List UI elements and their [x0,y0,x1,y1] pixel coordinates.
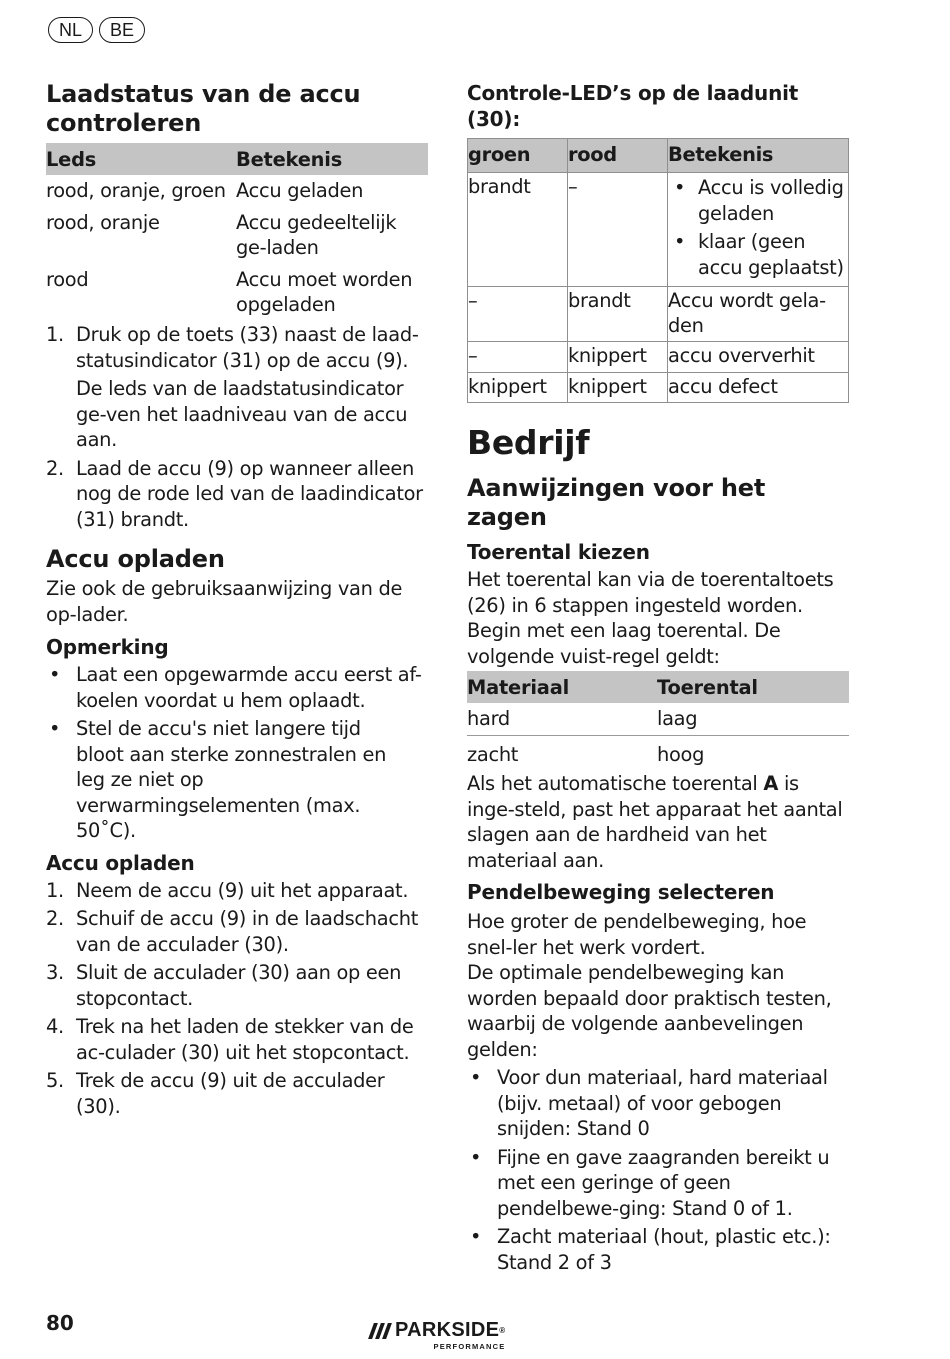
table-cell: hoog [657,743,705,766]
auto-speed-label: A [763,772,779,795]
table-header-speed: Toerental [657,671,849,703]
charger-led-table [467,138,849,403]
auto-speed-text: Als het automatische toerental A is inge-steld, past het apparaat het aantal slagen aan de hardheid van het materiaal aan. [467,772,843,872]
brand-logo [371,1320,505,1351]
step-text: Laad de accu (9) op wanneer alleen nog de rode led van de laadindicator (31) brandt. [76,456,423,531]
pendulum-text-1: Hoe groter de pendelbeweging, hoe snel-ler het werk vordert. [467,910,807,959]
step-text: Neem de accu (9) uit het apparaat. [76,878,409,902]
table-row [46,207,428,264]
table-cell: – [468,287,568,342]
table-cell [668,173,849,287]
page-number: 80 [46,1311,74,1335]
table-cell: hard [467,703,657,736]
bullet-text: Accu is volledig geladen [698,176,844,225]
meaning-bullets [668,175,848,280]
list-item: • Zacht materiaal (hout, plastic etc.): Stand 2 of 3 [467,1224,849,1275]
list-item: • klaar (geen accu geplaatst) [668,229,848,280]
table-header-leds: Leds [46,143,236,175]
table-row [46,175,428,207]
table-cell: Accu moet worden opgeladen [236,268,413,316]
table-row [468,342,849,373]
pendulum-title: Pendelbeweging selecteren [467,880,775,904]
main-title-operation: Bedrijf [467,423,590,462]
table-cell: knippert [568,372,668,403]
table-cell: brandt [468,173,568,287]
material-speed-table [467,671,849,771]
table-header-meaning: Betekenis [236,143,428,175]
list-item [46,878,428,904]
bullet-text: Laat een opgewarmde accu eerst af-koelen voordat u hem oplaadt. [76,663,422,712]
table-row [46,264,428,321]
step-text: Schuif de accu (9) in de laadschacht van de acculader (30). [76,907,419,956]
table-header-material: Materiaal [467,671,657,703]
left-column [46,80,428,1119]
speed-title: Toerental kiezen [467,540,650,564]
list-item [46,960,428,1011]
bullet-text: klaar (geen accu geplaatst) [698,230,844,279]
language-badge-be: BE [99,17,145,43]
step-text: Trek na het laden de stekker van de ac-culader (30) uit het stopcontact. [76,1015,414,1064]
table-cell: rood, oranje [46,211,160,234]
charge-status-steps [46,322,428,532]
section-title-sawing: Aanwijzingen voor het zagen [467,474,766,531]
table-cell: rood [46,268,89,291]
table-row [468,287,849,342]
table-cell: rood, oranje, groen [46,179,226,202]
step-number: 2. [46,456,64,480]
table-cell: Accu geladen [236,179,364,202]
language-badges [48,17,145,43]
list-item: • Voor dun materiaal, hard materiaal (bijv. metaal) of voor gebogen snijden: Stand 0 [467,1065,849,1142]
table-row [468,372,849,403]
table-row [467,736,849,772]
step-number: 1. [46,323,64,346]
step-number: 1. [46,878,64,902]
table-cell: Accu gedeeltelijk ge-laden [236,211,397,259]
table-cell: brandt [568,287,668,342]
led-table-title: Controle-LED’s op de laadunit (30): [467,81,799,131]
table-header-red: rood [568,139,668,173]
table-cell: knippert [568,342,668,373]
list-item: • Accu is volledig geladen [668,175,848,226]
table-cell: – [468,342,568,373]
bullet-text: Fijne en gave zaagranden bereikt u met een geringe of geen pendelbewe-ging: Stand 0 of 1. [497,1145,830,1220]
step-text: Sluit de acculader (30) aan op een stopcontact. [76,961,402,1010]
table-header-green: groen [468,139,568,173]
step-number: 2. [46,907,64,930]
table-cell: Accu wordt gela-den [668,287,849,342]
list-item: • Stel de accu's niet langere tijd bloot aan sterke zonnestralen en leg ze niet op verwarmingselementen (max. 50˚C). [46,716,428,844]
table-cell: zacht [467,743,519,766]
charging-steps [46,878,428,1120]
step-text: Trek de accu (9) uit de acculader (30). [76,1069,385,1118]
speed-text: Het toerental kan via de toerentaltoets (26) in 6 stappen ingesteld worden. Begin met een laag toerental. De volgende vuist-regel geldt: [467,568,834,668]
table-cell: accu oververhit [668,342,849,373]
list-item [46,1014,428,1065]
note-title: Opmerking [46,635,169,659]
subsection-title-charging: Accu opladen [46,850,195,875]
charging-intro: Zie ook de gebruiksaanwijzing van de op-lader. [46,577,403,626]
step-number: 4. [46,1015,64,1038]
bullet-text: Stel de accu's niet langere tijd bloot aan sterke zonnestralen en leg ze niet op verwarmingselementen (max. 50˚C). [76,717,387,842]
list-item [46,906,428,957]
step-number: 3. [46,961,64,984]
list-item [46,1068,428,1119]
table-header-meaning: Betekenis [668,139,849,173]
bullet-text: Voor dun materiaal, hard materiaal (bijv. metaal) of voor gebogen snijden: Stand 0 [497,1066,828,1140]
registered-mark: ® [499,1326,506,1335]
right-column [467,80,849,1275]
section-title-charging: Accu opladen [46,545,225,573]
bullet-text: Zacht materiaal (hout, plastic etc.): Stand 2 of 3 [497,1225,831,1274]
step-number: 5. [46,1069,64,1092]
pendulum-bullets [467,1065,849,1275]
logo-wordmark: PARKSIDE [395,1319,500,1341]
step-extra-text: De leds van de laadstatusindicator ge-ven het laadniveau van de accu aan. [76,377,408,451]
table-cell: knippert [468,372,568,403]
logo-stripes-icon [371,1323,389,1339]
table-row [467,703,849,736]
logo-subtitle: PERFORMANCE [433,1342,506,1351]
list-item: • Fijne en gave zaagranden bereikt u met een geringe of geen pendelbewe-ging: Stand 0 of 1. [467,1145,849,1222]
table-cell: laag [657,703,849,736]
list-item [46,322,428,453]
note-bullets [46,662,428,844]
list-item: • Laat een opgewarmde accu eerst af-koelen voordat u hem oplaadt. [46,662,428,713]
language-badge-nl: NL [48,17,93,43]
table-row [468,173,849,287]
led-status-table [46,143,428,321]
list-item [46,456,428,533]
pendulum-text-2: De optimale pendelbeweging kan worden bepaald door praktisch testen, waarbij de volgende aanbevelingen gelden: [467,961,832,1061]
table-cell: – [568,173,668,287]
table-cell: accu defect [668,372,849,403]
step-text: Druk op de toets (33) naast de laad-statusindicator (31) op de accu (9). [76,323,419,372]
section-title-charge-status: Laadstatus van de accu controleren [46,80,361,137]
